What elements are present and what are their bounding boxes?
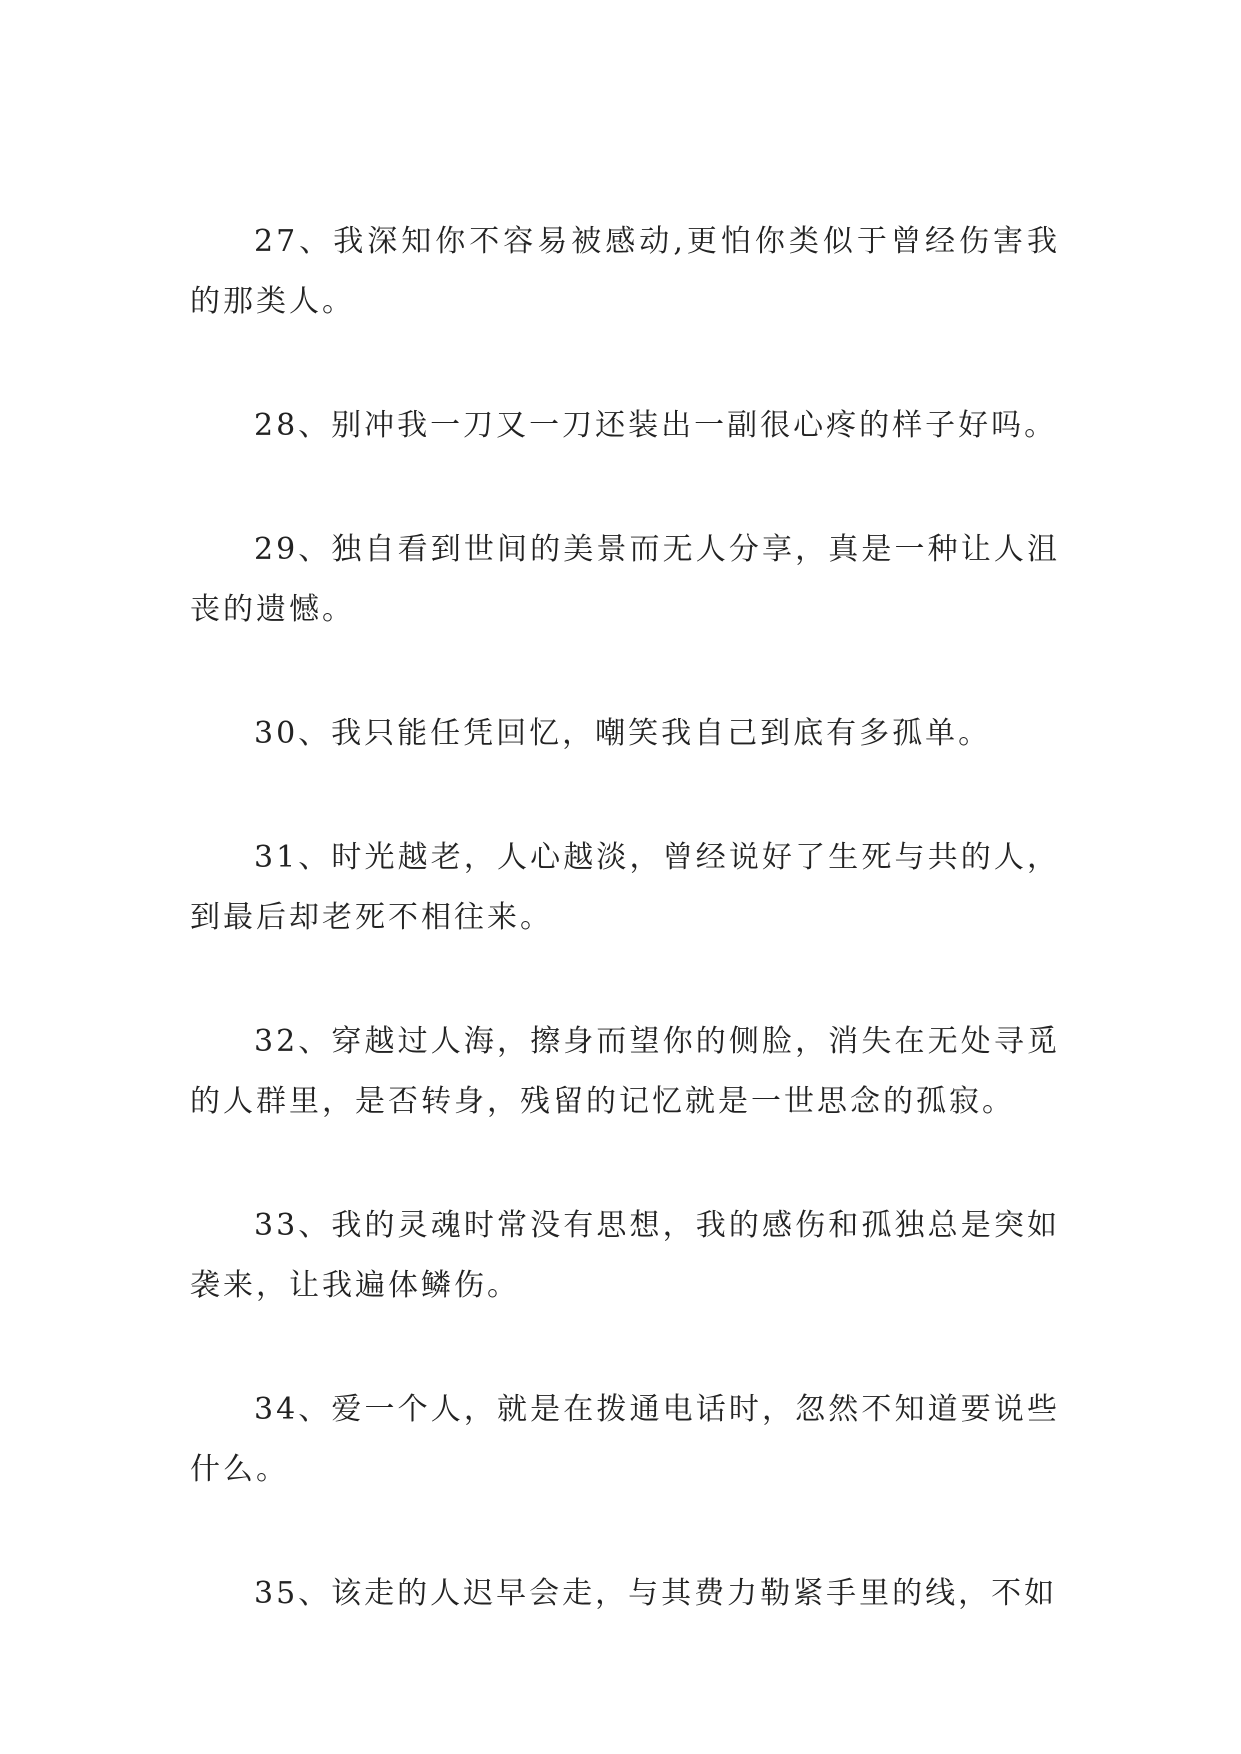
- paragraph-33: 33、我的灵魂时常没有思想，我的感伤和孤独总是突如袭来，让我遍体鳞伤。: [190, 1208, 1060, 1303]
- paragraph-30: 30、我只能任凭回忆，嘲笑我自己到底有多孤单。: [254, 716, 992, 751]
- paragraph-29: 29、独自看到世间的美景而无人分享，真是一种让人沮丧的遗憾。: [190, 532, 1060, 627]
- paragraph-27: 27、我深知你不容易被感动,更怕你类似于曾经伤害我的那类人。: [190, 224, 1060, 319]
- paragraph-35: 35、该走的人迟早会走，与其费力勒紧手里的线，不如: [254, 1576, 1058, 1611]
- document-body: [190, 212, 1060, 1688]
- paragraph-31: 31、时光越老，人心越淡，曾经说好了生死与共的人，到最后却老死不相往来。: [190, 840, 1060, 935]
- paragraph-32: 32、穿越过人海，擦身而望你的侧脸，消失在无处寻觅的人群里，是否转身，残留的记忆就是一世思念的孤寂。: [190, 1024, 1060, 1119]
- paragraph-34: 34、爱一个人，就是在拨通电话时，忽然不知道要说些什么。: [190, 1392, 1060, 1487]
- paragraph-28: 28、别冲我一刀又一刀还装出一副很心疼的样子好吗。: [254, 408, 1058, 443]
